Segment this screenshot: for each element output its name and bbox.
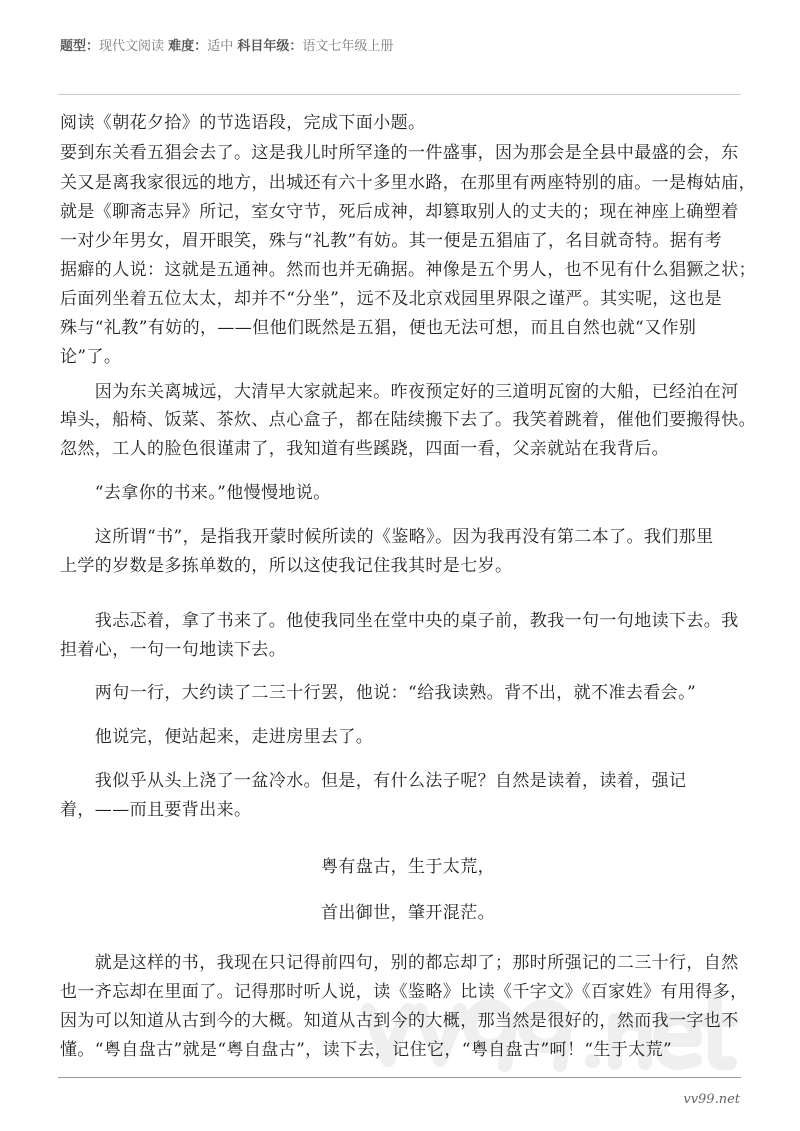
passage-line: 上学的岁数是多拣单数的，所以这使我记住我其时是七岁。 <box>60 556 513 576</box>
passage-line: 粤有盘古，生于太荒， <box>321 857 495 877</box>
difficulty-value: 适中 <box>207 39 234 54</box>
header-divider <box>58 94 741 95</box>
passage-line: 我忐忑着，拿了书来了。他使我同坐在堂中央的桌子前，教我一句一句地读下去。我 <box>94 611 739 631</box>
passage-line: 也一齐忘却在里面了。记得那时听人说，读《鉴略》比读《千字文》《百家姓》有用得多， <box>60 982 748 1002</box>
passage-line: 后面列坐着五位太太，却并不“分坐”，远不及北京戏园里界限之谨严。其实呢，这也是 <box>60 289 722 309</box>
type-label: 题型： <box>60 39 100 54</box>
footer-site: vv99.net <box>683 1092 740 1107</box>
passage-line: 忽然，工人的脸色很谨肃了，我知道有些蹊跷，四面一看，父亲就站在我背后。 <box>60 439 669 459</box>
passage-line: 他说完，便站起来，走进房里去了。 <box>94 727 374 747</box>
passage-line: 这所谓“书”，是指我开蒙时候所读的《鉴略》。因为我再没有第二本了。我们那里 <box>94 527 714 547</box>
footer-divider <box>58 1077 741 1078</box>
subject-label: 科目年级： <box>237 39 303 54</box>
passage-line: 关又是离我家很远的地方，出城还有六十多里水路，在那里有两座特别的庙。一是梅姑庙， <box>60 173 756 193</box>
passage-line: 就是《聊斋志异》所记，室女守节，死后成神，却篡取别人的丈夫的；现在神座上确塑着 <box>60 202 739 222</box>
passage-line: 懂。“粤自盘古”就是“粤自盘古”，读下去，记住它，“粤自盘古”呵！“生于太荒” <box>60 1040 673 1060</box>
passage-line: 我似乎从头上浇了一盆冷水。但是，有什么法子呢？自然是读着，读着，强记 <box>94 771 687 791</box>
passage-line: “去拿你的书来。”他慢慢地说。 <box>94 483 331 503</box>
passage-line: 着，——而且要背出来。 <box>60 800 252 820</box>
passage-line: 首出御世，肇开混茫。 <box>321 903 495 923</box>
difficulty-label: 难度： <box>168 39 208 54</box>
passage-line: 两句一行，大约读了二三十行罢，他说：“给我读熟。背不出，就不准去看会。” <box>94 683 697 703</box>
passage-line: 埠头，船椅、饭菜、茶炊、点心盒子，都在陆续搬下去了。我笑着跳着，催他们要搬得快。 <box>60 410 756 430</box>
type-value: 现代文阅读 <box>99 39 165 54</box>
passage-line: 因为可以知道从古到今的大概。知道从古到今的大概，那当然是很好的，然而我一字也不 <box>60 1011 739 1031</box>
passage-line: 据癖的人说：这就是五通神。然而也并无确据。神像是五个男人，也不见有什么猖獗之状； <box>60 260 756 280</box>
passage-line: 论”了。 <box>60 347 122 367</box>
subject-value: 语文七年级上册 <box>302 39 394 54</box>
passage-line: 一对少年男女，眉开眼笑，殊与“礼教”有妨。其一便是五猖庙了，名目就奇特。据有考 <box>60 231 722 251</box>
question-meta <box>60 35 393 54</box>
passage-line: 阅读《朝花夕拾》的节选语段，完成下面小题。 <box>60 113 426 133</box>
passage-line: 担着心，一句一句地读下去。 <box>60 640 287 660</box>
passage-line: 就是这样的书，我现在只记得前四句，别的都忘却了；那时所强记的二三十行，自然 <box>94 953 739 973</box>
passage-line: 殊与“礼教”有妨的，——但他们既然是五猖，便也无法可想，而且自然也就“又作别 <box>60 318 697 338</box>
passage-line: 要到东关看五猖会去了。这是我儿时所罕逢的一件盛事，因为那会是全县中最盛的会，东 <box>60 143 739 163</box>
passage-line: 因为东关离城远，大清早大家就起来。昨夜预定好的三道明瓦窗的大船，已经泊在河 <box>94 382 739 402</box>
